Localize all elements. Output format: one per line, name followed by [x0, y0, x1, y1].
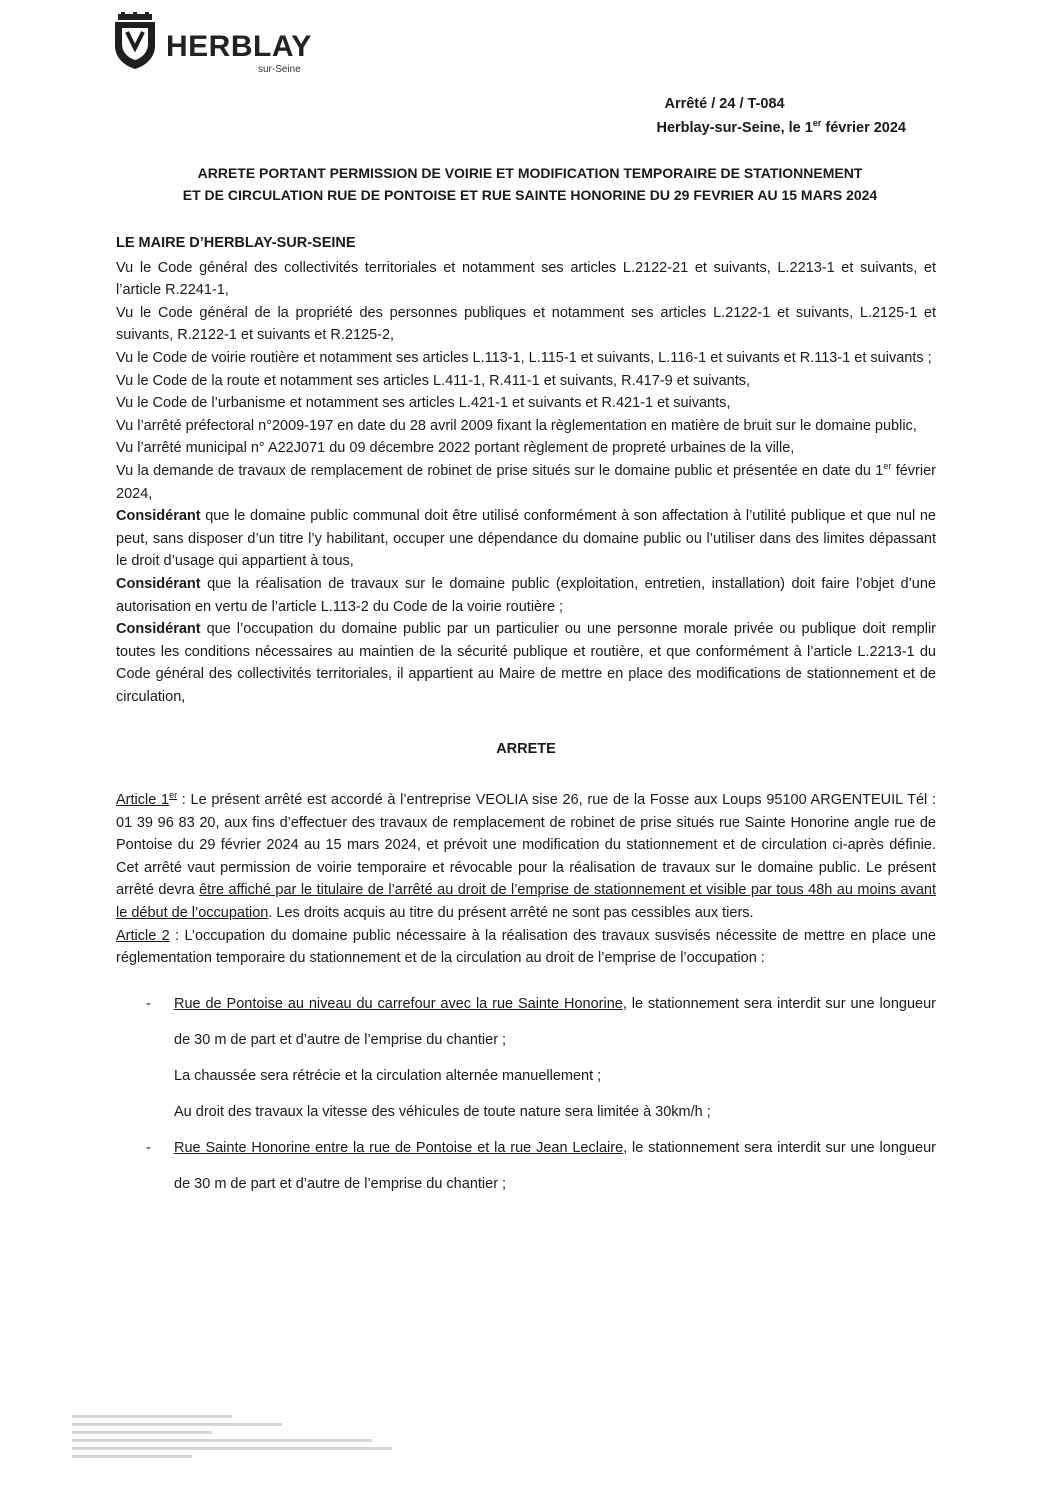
brand-subtitle: sur-Seine: [258, 64, 301, 75]
considerant-paragraph: Considérant que l’occupation du domaine public par un particulier ou une personne morale privée ou publique doit remplir toutes les conditions nécessaires au maintien de la sécurité publique et routière, et que conformément à l’article L.2213-1 du Code général des collectivités territoriales, il appartient au Maire de mettre en place des modifications de stationnement et de circulation,: [116, 621, 936, 705]
vu-paragraph: Vu l’arrêté municipal n° A22J071 du 09 décembre 2022 portant règlement de propreté urbaines de la ville,: [116, 440, 795, 457]
considerant-paragraph: Considérant que le domaine public communal doit être utilisé conformément à son affectation à l’utilité publique et que nul ne peut, sans disposer d’un titre l’y habilitant, occuper une dépendance du domaine public ou l’utiliser dans des limites dépassant le droit d’usage qui appartient à tous,: [116, 508, 936, 570]
city-logo: [112, 12, 332, 74]
list-item-detail: Au droit des travaux la vitesse des véhicules de toute nature sera limitée à 30km/h ;: [174, 1103, 711, 1120]
list-item: - Rue Sainte Honorine entre la rue de Pontoise et la rue Jean Leclaire, le stationnement sera interdit sur une longueur de 30 m de part et d’autre de l’emprise du chantier ;: [146, 1139, 936, 1192]
vu-paragraph: Vu l’arrêté préfectoral n°2009-197 en date du 28 avril 2009 fixant la règlementation en matière de bruit sur le domaine public,: [116, 417, 917, 434]
document-title: [120, 162, 940, 206]
maire-heading: LE MAIRE D’HERBLAY-SUR-SEINE: [116, 235, 356, 251]
city-crest-icon: [112, 12, 158, 70]
document-body: [116, 232, 936, 1202]
vu-paragraph: Vu le Code général des collectivités territoriales et notamment ses articles L.2122-21 et suivants, L.2213-1 et suivants, et l’article R.2241-1,: [116, 259, 936, 299]
arrete-number: Arrêté / 24 / T-084: [664, 96, 785, 112]
arrete-reference: [656, 92, 906, 140]
vu-paragraph: Vu le Code de voirie routière et notamment ses articles L.113-1, L.115-1 et suivants, L.116-1 et suivants et R.113-1 et suivants ;: [116, 349, 932, 366]
considerant-paragraph: Considérant que la réalisation de travaux sur le domaine public (exploitation, entretien, installation) doit faire l’objet d’une autorisation en vertu de l’article L.113-2 du Code de la voirie routière ;: [116, 575, 936, 615]
list-item: - Rue de Pontoise au niveau du carrefour avec la rue Sainte Honorine, le stationnement sera interdit sur une longueur de 30 m de part et d’autre de l’emprise du chantier ;: [146, 995, 936, 1048]
vu-paragraph: Vu le Code général de la propriété des personnes publiques et notamment ses articles L.2122-1 et suivants, L.2125-1 et suivants, R.2122-1 et suivants et R.2125-2,: [116, 304, 936, 344]
footer-address-faded: [72, 1410, 392, 1463]
vu-paragraph: Vu le Code de l’urbanisme et notamment ses articles L.421-1 et suivants et R.421-1 et suivants,: [116, 395, 731, 412]
title-line-2: ET DE CIRCULATION RUE DE PONTOISE ET RUE SAINTE HONORINE DU 29 FEVRIER AU 15 MARS 2024: [182, 187, 878, 203]
title-line-1: ARRETE PORTANT PERMISSION DE VOIRIE ET MODIFICATION TEMPORAIRE DE STATIONNEMENT: [197, 165, 863, 181]
brand-name: HERBLAY: [166, 30, 312, 63]
article-1: Article 1er : Le présent arrêté est accordé à l’entreprise VEOLIA sise 26, rue de la Fosse aux Loups 95100 ARGENTEUIL Tél : 01 39 96 83 20, aux fins d’effectuer des travaux de remplacement de robinet de prise situés rue Sainte Honorine angle rue de Pontoise du 29 février 2024 au 15 mars 2024, et prévoit une modification du stationnement et de circulation ci-après définie. Cet arrêté vaut permission de voirie temporaire et révocable pour la réalisation de travaux sur le domaine public. Le présent arrêté devra être affiché par le titulaire de l’arrêté au droit de l’emprise de stationnement et visible par tous 48h au moins avant le début de l’occupation. Les droits acquis au titre du présent arrêté ne sont pas cessibles aux tiers.: [116, 790, 936, 922]
arrete-date: Herblay-sur-Seine, le 1er février 2024: [656, 118, 906, 136]
list-item-detail: La chaussée sera rétrécie et la circulation alternée manuellement ;: [174, 1067, 602, 1084]
article-2: Article 2 : L’occupation du domaine public nécessaire à la réalisation des travaux susvisés nécessite de mettre en place une réglementation temporaire du stationnement et de la circulation au droit de l’emprise de l’occupation :: [116, 927, 936, 967]
vu-demande-paragraph: Vu la demande de travaux de remplacement de robinet de prise situés sur le domaine public et présentée en date du 1er février 2024,: [116, 461, 936, 502]
restrictions-list: [116, 986, 936, 1202]
vu-paragraph: Vu le Code de la route et notamment ses articles L.411-1, R.411-1 et suivants, R.417-9 et suivants,: [116, 372, 751, 389]
articles: [116, 789, 936, 970]
arrete-heading: ARRETE: [496, 741, 556, 758]
